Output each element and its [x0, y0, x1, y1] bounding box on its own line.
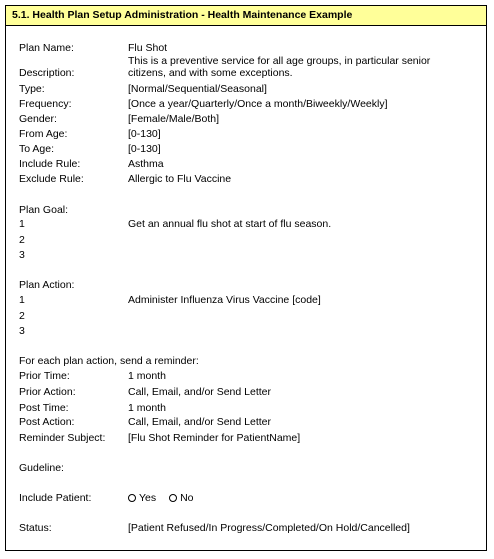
- plan-name-value: Flu Shot: [128, 42, 168, 54]
- post-time-label: Post Time:: [19, 402, 69, 414]
- plan-action-label: Plan Action:: [19, 279, 75, 291]
- type-label: Type:: [19, 83, 45, 95]
- include-patient-yes-option[interactable]: [128, 491, 156, 506]
- type-value: [Normal/Sequential/Seasonal]: [128, 83, 267, 95]
- include-patient-yes-label: Yes: [139, 492, 157, 504]
- description-label: Description:: [19, 67, 75, 79]
- frequency-value: [Once a year/Quarterly/Once a month/Biweekly/Weekly]: [128, 98, 388, 110]
- plan-name-label: Plan Name:: [19, 42, 74, 54]
- prior-action-label: Prior Action:: [19, 386, 76, 398]
- reminder-intro: For each plan action, send a reminder:: [19, 355, 199, 367]
- exclude-rule-label: Exclude Rule:: [19, 173, 84, 185]
- description-value-line2: citizens, and with some exceptions.: [128, 67, 293, 79]
- plan-goal-num: 1: [19, 218, 25, 230]
- to-age-label: To Age:: [19, 143, 55, 155]
- post-time-value: 1 month: [128, 402, 166, 414]
- plan-action-num: 3: [19, 325, 25, 337]
- prior-time-label: Prior Time:: [19, 370, 70, 382]
- plan-action-text: Administer Influenza Virus Vaccine [code]: [128, 294, 321, 306]
- include-rule-label: Include Rule:: [19, 158, 81, 170]
- include-rule-value: Asthma: [128, 158, 164, 170]
- to-age-value: [0-130]: [128, 143, 161, 155]
- document-frame: [5, 5, 487, 551]
- gender-label: Gender:: [19, 113, 57, 125]
- include-patient-no-option[interactable]: [169, 491, 193, 506]
- guideline-label: Gudeline:: [19, 462, 64, 474]
- include-patient-no-label: No: [180, 492, 194, 504]
- radio-circle-icon[interactable]: [128, 494, 136, 502]
- gender-value: [Female/Male/Both]: [128, 113, 220, 125]
- plan-action-num: 2: [19, 310, 25, 322]
- status-value: [Patient Refused/In Progress/Completed/On Hold/Cancelled]: [128, 522, 410, 534]
- include-patient-options: [128, 491, 478, 506]
- section-title: 5.1. Health Plan Setup Administration - Health Maintenance Example: [6, 6, 486, 26]
- reminder-intro-row: [19, 354, 478, 369]
- post-action-label: Post Action:: [19, 416, 75, 428]
- plan-goal-label: Plan Goal:: [19, 204, 69, 216]
- include-patient-label: Include Patient:: [19, 492, 92, 504]
- from-age-value: [0-130]: [128, 128, 161, 140]
- radio-circle-icon[interactable]: [169, 494, 177, 502]
- plan-goal-num: 3: [19, 249, 25, 261]
- frequency-label: Frequency:: [19, 98, 72, 110]
- prior-action-value: Call, Email, and/or Send Letter: [128, 386, 271, 398]
- plan-goal-text: Get an annual flu shot at start of flu season.: [128, 218, 332, 230]
- description-value-line1: This is a preventive service for all age groups, in particular senior: [128, 55, 431, 67]
- prior-time-value: 1 month: [128, 370, 166, 382]
- plan-action-num: 1: [19, 294, 25, 306]
- reminder-subject-label: Reminder Subject:: [19, 432, 106, 444]
- status-label: Status:: [19, 522, 52, 534]
- post-action-value: Call, Email, and/or Send Letter: [128, 416, 271, 428]
- plan-goal-num: 2: [19, 234, 25, 246]
- exclude-rule-value: Allergic to Flu Vaccine: [128, 173, 232, 185]
- reminder-subject-value: [Flu Shot Reminder for PatientName]: [128, 432, 301, 444]
- from-age-label: From Age:: [19, 128, 68, 140]
